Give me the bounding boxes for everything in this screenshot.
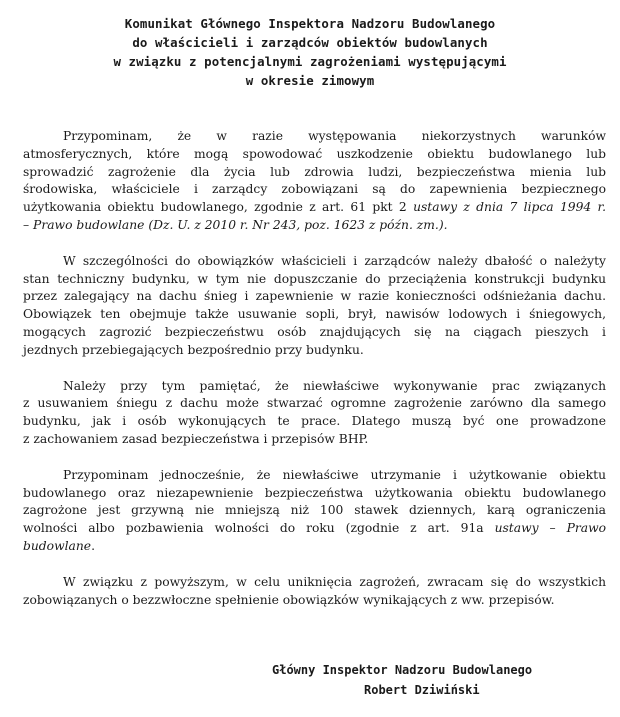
text-segment: wolności albo pozbawienia wolności do roku (zgodnie z art. 91a <box>23 521 495 536</box>
text-line: zobowiązanych o bezzwłoczne spełnienie obowiązków wynikających z ww. przepisów. <box>23 592 555 607</box>
text-line <box>23 520 606 538</box>
act-name-italic: budowlane <box>23 538 92 553</box>
title-line: w związku z potencjalnymi zagrożeniami występującymi <box>113 54 507 69</box>
text-line: Przypominam jednocześnie, że niewłaściwe utrzymanie i użytkowanie obiektu <box>63 467 606 482</box>
title-line: Komunikat Głównego Inspektora Nadzoru Budowlanego <box>124 16 496 31</box>
paragraph-5 <box>23 574 606 610</box>
text-line: jezdnych przebiegających bezpośrednio przy budynku. <box>23 342 364 357</box>
paragraph-4 <box>23 467 606 556</box>
text-line: atmosferycznych, które mogą spowodować uszkodzenie obiektu budowlanego lub <box>23 146 606 161</box>
paragraph-3 <box>23 378 606 449</box>
text-line <box>23 217 606 235</box>
signatory-title: Główny Inspektor Nadzoru Budowlanego <box>272 663 533 677</box>
paragraph-2 <box>23 253 606 360</box>
signatory-name: Robert Dziwiński <box>364 683 480 697</box>
text-line: stan techniczny budynku, w tym nie dopuszczanie do przeciążenia konstrukcji budynku <box>23 271 606 286</box>
text-line <box>23 538 606 556</box>
title-line: do właścicieli i zarządców obiektów budowlanych <box>132 35 488 50</box>
title-line: w okresie zimowym <box>245 73 375 88</box>
text-line: środowiska, właściciele i zarządcy zobowiązani są do zapewnienia bezpiecznego <box>23 182 606 197</box>
signature-block <box>255 660 615 700</box>
text-line: z usuwaniem śniegu z dachu może stwarzać ogromne zagrożenie zarówno dla samego <box>23 396 606 411</box>
text-line <box>23 199 606 217</box>
text-line: W związku z powyższym, w celu uniknięcia zagrożeń, zwracam się do wszystkich <box>63 574 606 589</box>
document-body <box>23 128 606 627</box>
text-line: Przypominam, że w razie występowania niekorzystnych warunków <box>63 129 606 143</box>
text-line: W szczególności do obowiązków właścicieli i zarządców należy dbałość o należyty <box>63 253 606 268</box>
text-line: mogących zagrozić bezpieczeństwu osób znajdujących się na ciągach pieszych i <box>23 324 606 339</box>
text-line: przez zalegający na dachu śnieg i zapewnienie w razie konieczności odśnieżania dachu. <box>23 289 606 304</box>
paragraph-1 <box>23 128 606 235</box>
text-line: z zachowaniem zasad bezpieczeństwa i przepisów BHP. <box>23 431 369 446</box>
text-segment: użytkowania obiektu budowlanego, zgodnie z art. 61 pkt 2 <box>23 200 414 215</box>
text-line: zagrożone jest grzywną nie mniejszą niż 100 stawek dziennych, karą ograniczenia <box>23 503 606 518</box>
text-line: budynku, jak i osób wykonujących te prace. Dlatego muszą być one prowadzone <box>23 414 606 429</box>
text-line: Należy przy tym pamiętać, że niewłaściwe wykonywanie prac związanych <box>63 378 606 393</box>
text-line: sprowadzić zagrożenie dla życia lub zdrowia ludzi, bezpieczeństwa mienia lub <box>23 164 606 179</box>
act-name-italic: ustawy – Prawo <box>494 521 607 536</box>
act-title-italic: ustawy z dnia 7 lipca 1994 r. <box>413 200 606 215</box>
document-title <box>0 14 620 90</box>
text-segment: . <box>91 538 95 553</box>
text-line: budowlanego oraz niezapewnienie bezpieczeństwa użytkowania obiektu budowlanego <box>23 485 606 500</box>
act-reference-italic: – Prawo budowlane (Dz. U. z 2010 r. Nr 243, poz. 1623 z późn. zm.). <box>23 217 448 232</box>
text-line: Obowiązek ten obejmuje także usuwanie sopli, brył, nawisów lodowych i śniegowych, <box>23 307 606 322</box>
